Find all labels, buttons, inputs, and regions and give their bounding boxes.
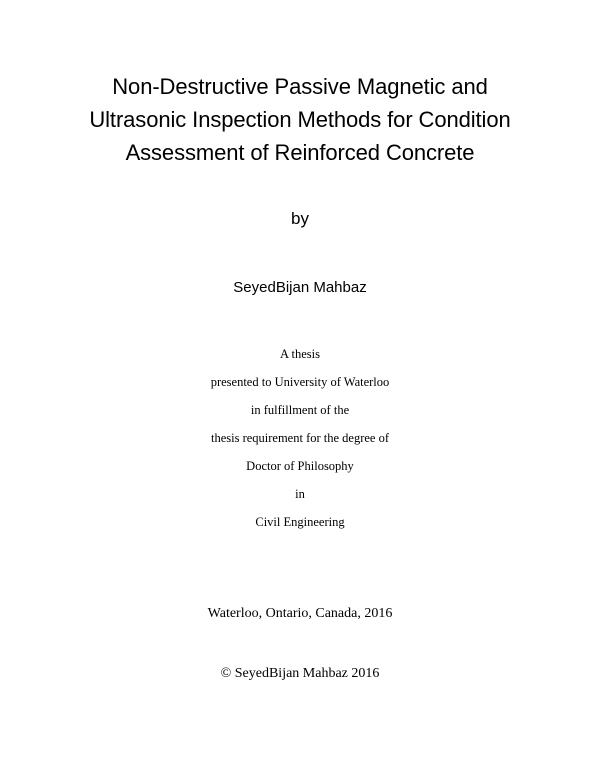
thesis-title [0,70,600,169]
copyright-notice: © SeyedBijan Mahbaz 2016 [220,666,380,681]
statement-line: A thesis [280,347,320,361]
place-and-year: Waterloo, Ontario, Canada, 2016 [207,606,393,621]
statement-line: Doctor of Philosophy [246,459,354,473]
author-name: SeyedBijan Mahbaz [233,279,367,296]
statement-line: presented to University of Waterloo [210,375,390,389]
statement-line: Civil Engineering [255,515,345,529]
statement-line: in [295,487,305,501]
statement-line: in fulfillment of the [250,403,350,417]
title-line: Ultrasonic Inspection Methods for Condition [89,107,511,132]
statement-line: thesis requirement for the degree of [210,431,390,445]
title-line: Assessment of Reinforced Concrete [125,140,475,165]
title-line: Non-Destructive Passive Magnetic and [112,74,488,99]
degree-statement [0,340,600,536]
by-label: by [291,209,309,228]
